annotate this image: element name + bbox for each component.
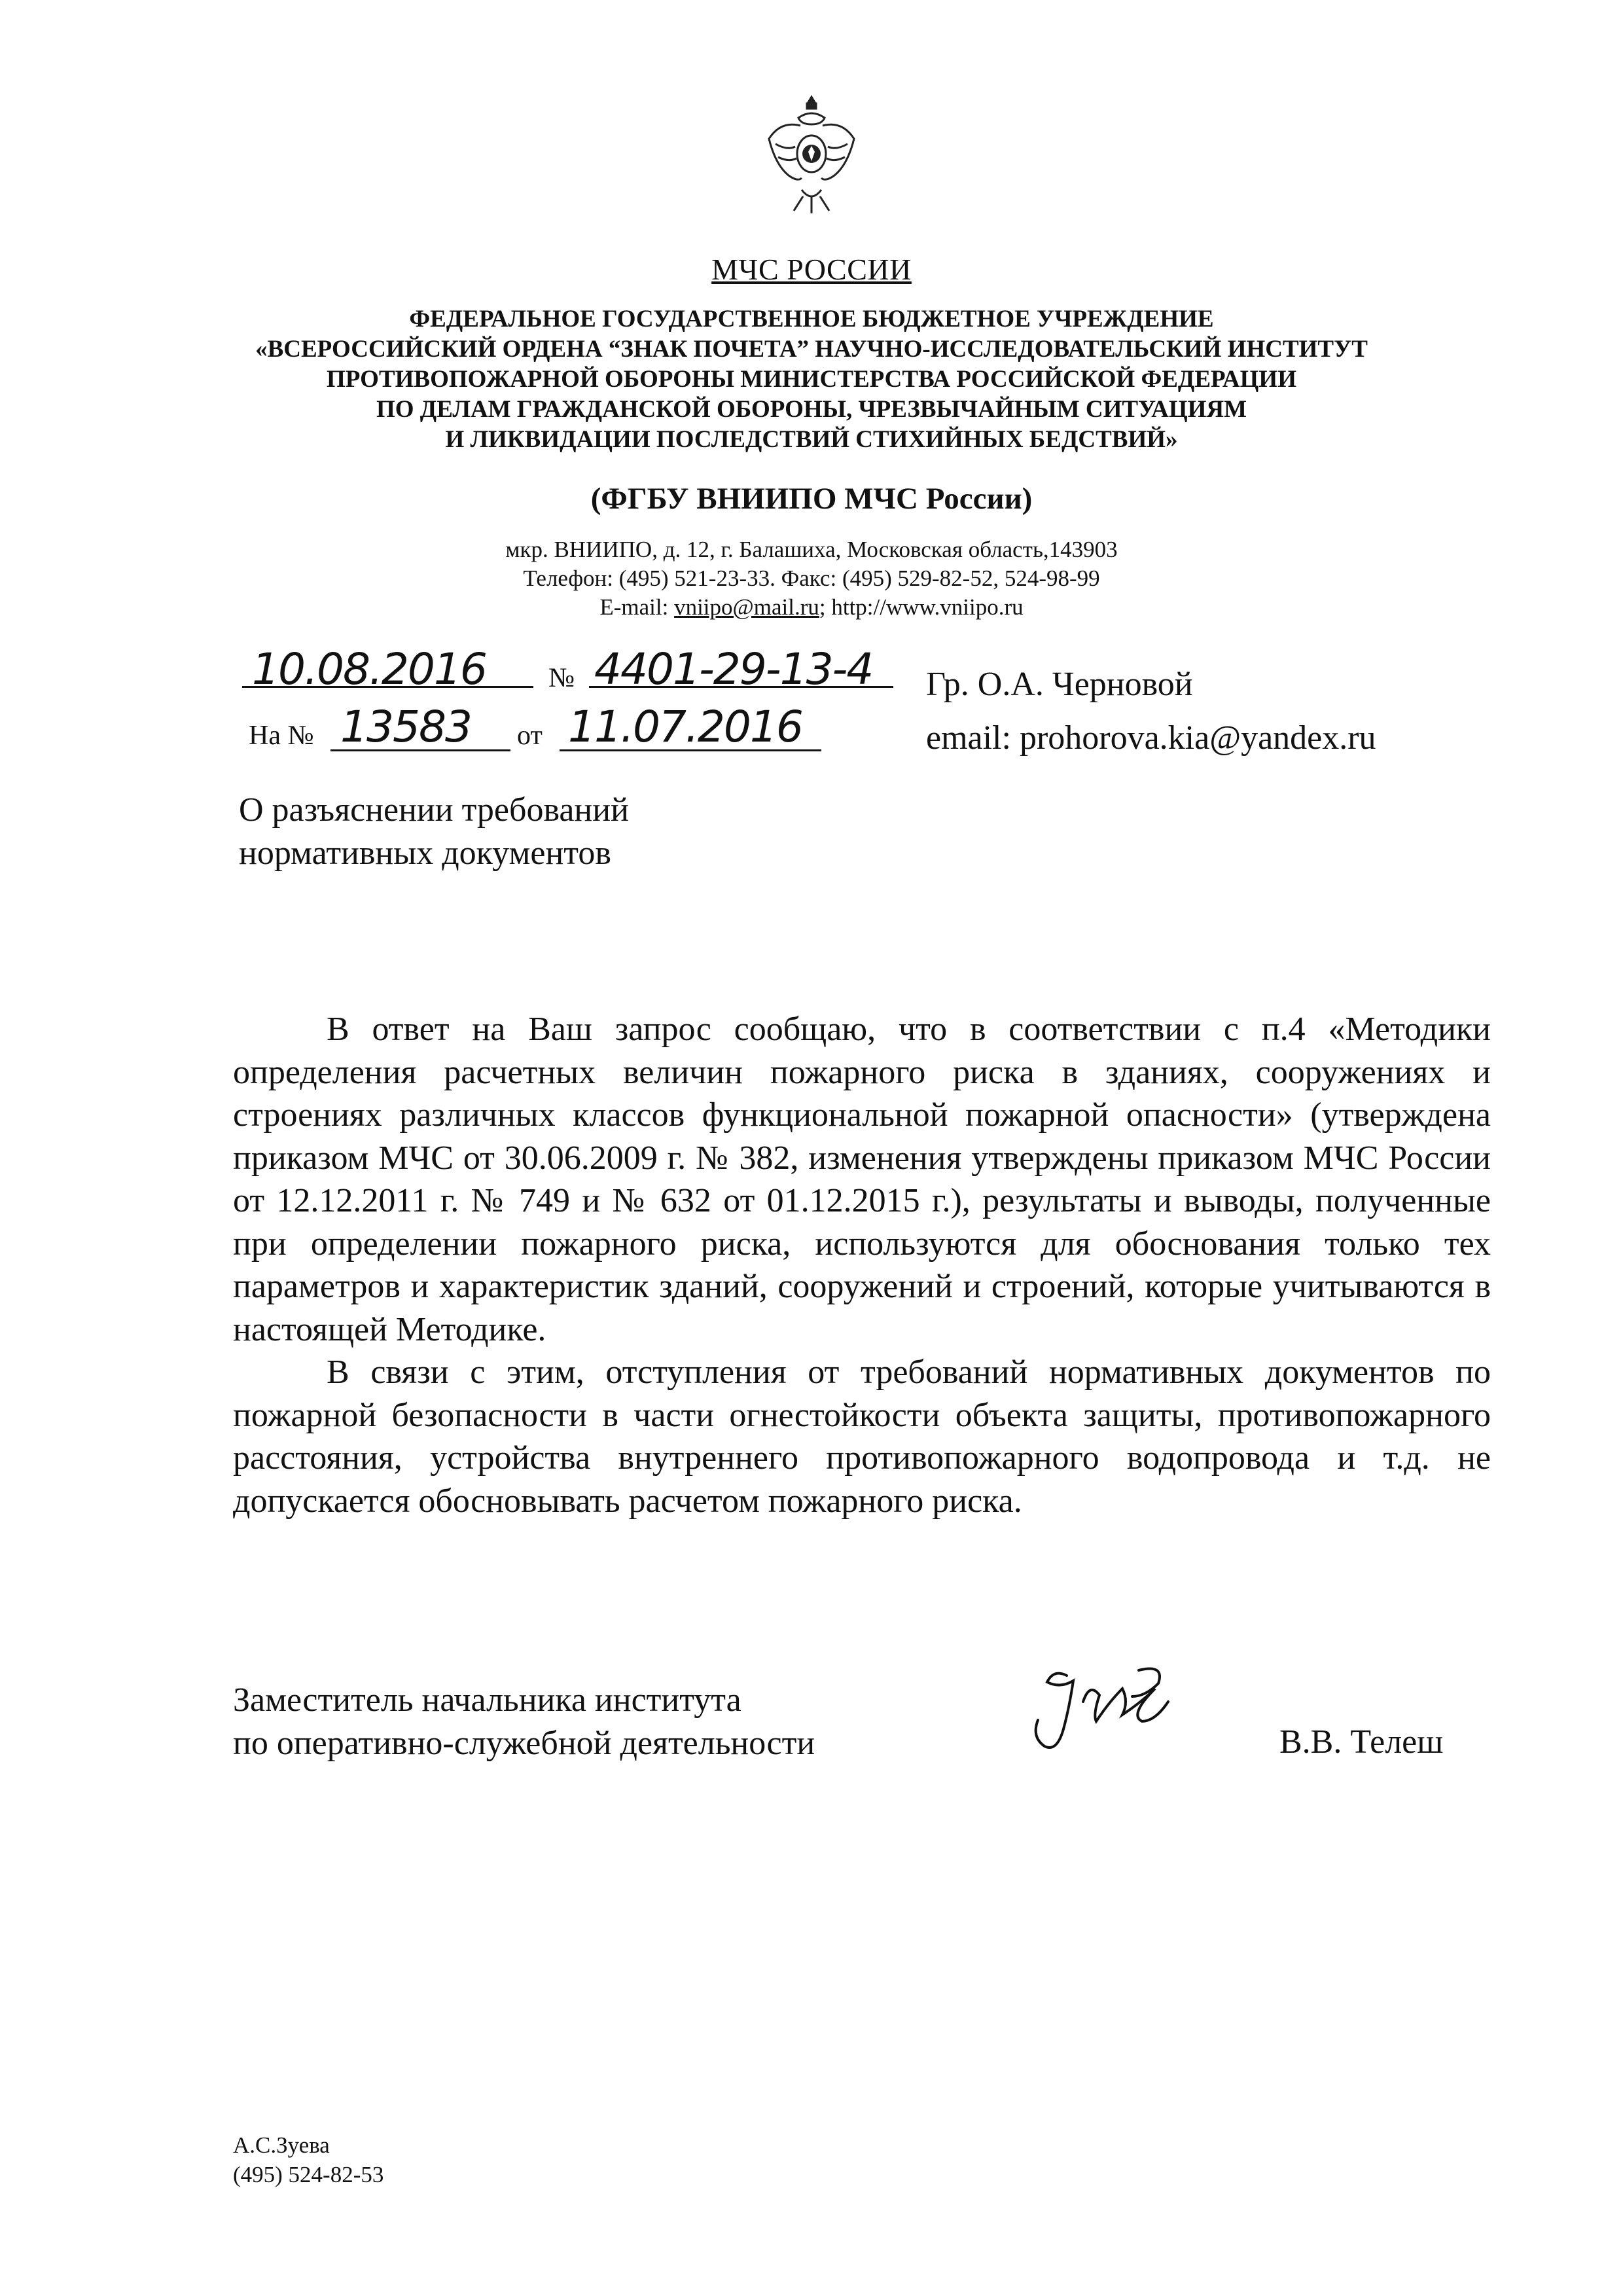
email-label: E-mail: [599,594,675,620]
executor-name: А.С.Зуева [233,2132,330,2158]
body-paragraph: В ответ на Ваш запрос сообщаю, что в соответствии с п.4 «Методики определения расчетных величин пожарного риска в зданиях, сооружениях и строениях различных классов функциональной пожарной опасности» (утверждена приказом МЧС от 30.06.2009 г. № 382, изменения утверждены приказом МЧС России от 12.12.2011 г. № 749 и № 632 от 01.12.2015 г.), результаты и выводы, полученные при определении пожарного риска, используются для обоснования только тех параметров и характеристик зданий, сооружений и строений, которые учитываются в настоящей Методике. [233,1011,1491,1348]
subject [239,789,629,875]
number-underline [589,686,893,688]
reply-to-label: На № [249,721,314,751]
ministry-name: МЧС РОССИИ [711,253,912,286]
outgoing-number: 4401-29-13-4 [594,644,873,694]
outgoing-date: 10.08.2016 [252,644,486,694]
reply-number-underline [330,749,510,751]
body-paragraph: В связи с этим, отступления от требований нормативных документов по пожарной безопасности в части огнестойкости объекта защиты, противопожарного расстояния, устройства внутреннего противопожарного водопровода и т.д. не допускается обосновывать расчетом пожарного риска. [233,1354,1491,1520]
org-line: ПО ДЕЛАМ ГРАЖДАНСКОЙ ОБОРОНЫ, ЧРЕЗВЫЧАЙНЫМ СИТУАЦИЯМ [376,396,1247,423]
website-link[interactable]: ; http://www.vniipo.ru [819,594,1024,620]
organization-full-name [0,304,1623,455]
signatory-title [233,1679,815,1765]
postal-address: мкр. ВНИИПО, д. 12, г. Балашиха, Московская область,143903 [505,537,1118,562]
signatory-title-line: Заместитель начальника института [233,1681,741,1719]
organization-short-name: (ФГБУ ВНИИПО МЧС России) [590,482,1033,516]
executor-phone: (495) 524-82-53 [233,2162,384,2187]
number-label: № [548,663,575,693]
signatory-name: В.В. Телеш [1279,1723,1444,1761]
from-label: от [517,721,543,751]
org-line: И ЛИКВИДАЦИИ ПОСЛЕДСТВИЙ СТИХИЙНЫХ БЕДСТВИЙ» [445,426,1178,453]
double-headed-eagle-emblem-icon [762,92,861,216]
recipient-email[interactable]: email: prohorova.kia@yandex.ru [926,719,1376,757]
org-email-link[interactable]: vniipo@mail.ru [674,594,819,620]
reply-date-underline [560,749,821,751]
org-line: ПРОТИВОПОЖАРНОЙ ОБОРОНЫ МИНИСТЕРСТВА РОССИЙСКОЙ ФЕДЕРАЦИИ [327,366,1296,393]
recipient-block [926,658,1376,765]
contact-block [0,535,1623,622]
subject-line: О разъяснении требований [239,791,629,829]
reply-number: 13583 [340,702,471,752]
reply-date: 11.07.2016 [568,702,802,752]
date-underline [242,686,533,688]
recipient-name: Гр. О.А. Черновой [926,666,1193,703]
executor-block [233,2130,383,2189]
signatory-title-line: по оперативно-служебной деятельности [233,1725,815,1762]
subject-line: нормативных документов [239,834,611,872]
email-web-line [0,593,1623,622]
letter-body [233,1008,1491,1522]
phone-fax: Телефон: (495) 521-23-33. Факс: (495) 529-82-52, 524-98-99 [523,565,1100,591]
org-line: ФЕДЕРАЛЬНОЕ ГОСУДАРСТВЕННОЕ БЮДЖЕТНОЕ УЧРЕЖДЕНИЕ [409,306,1214,332]
org-line: «ВСЕРОССИЙСКИЙ ОРДЕНА “ЗНАК ПОЧЕТА” НАУЧНО-ИССЛЕДОВАТЕЛЬСКИЙ ИНСТИТУТ [255,336,1368,363]
handwritten-signature [1021,1662,1191,1761]
